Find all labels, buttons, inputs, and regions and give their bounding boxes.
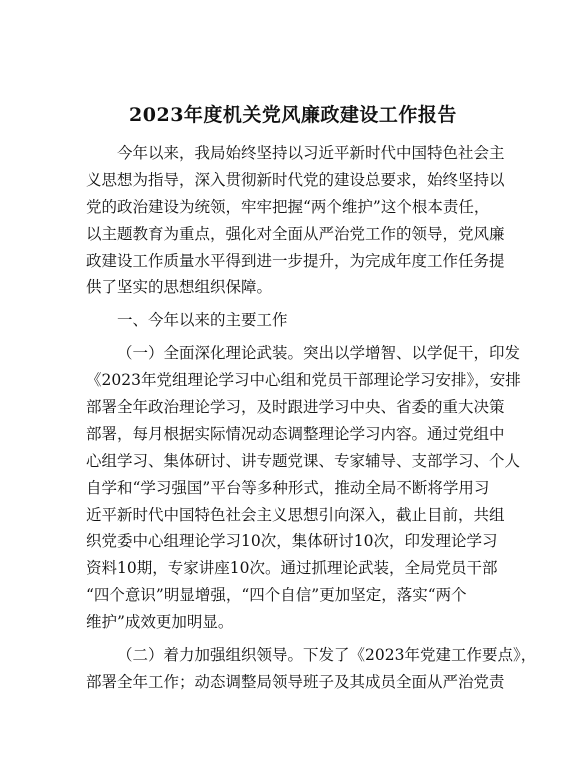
paragraph-3-line-1: （一）全面深化理论武装。突出以学增智、以学促干，印发	[117, 344, 521, 363]
paragraph-3-line-9: 资料10期，专家讲座10次。通过抓理论武装，全局党员干部	[86, 559, 498, 578]
paragraph-3-line-5: 心组学习、集体研讨、讲专题党课、专家辅导、支部学习、个人	[86, 451, 521, 470]
document-title: 2023年度机关党风廉政建设工作报告	[129, 104, 457, 126]
paragraph-1-line-6: 供了坚实的思想组织保障。	[86, 278, 273, 297]
paragraph-3-line-11: 维护”成效更加明显。	[86, 613, 234, 632]
paragraph-1-line-4: 以主题教育为重点，强化对全面从严治党工作的领导，党风廉	[86, 224, 505, 243]
paragraph-1-line-3: 党的政治建设为统领，牢牢把握“两个维护”这个根本责任，	[86, 197, 490, 216]
paragraph-1-line-1: 今年以来，我局始终坚持以习近平新时代中国特色社会主	[117, 144, 505, 162]
paragraph-3-line-6: 自学和“学习强国”平台等多种形式，推动全局不断将学用习	[86, 478, 490, 497]
paragraph-3-line-4: 部署，每月根据实际情况动态调整理论学习内容。通过党组中	[86, 424, 505, 443]
paragraph-4-line-1: （二）着力加强组织领导。下发了《2023年党建工作要点》，	[117, 646, 537, 665]
document-body	[86, 140, 537, 696]
paragraph-3-line-10: “四个意识”明显增强，“四个自信”更加坚定，落实“两个	[86, 586, 467, 605]
paragraph-3-line-8: 织党委中心组理论学习10次，集体研讨10次，印发理论学习	[86, 532, 498, 551]
paragraph-3-line-7: 近平新时代中国特色社会主义思想引向深入，截止目前，共组	[86, 505, 505, 524]
paragraph-1-line-2: 义思想为指导，深入贯彻新时代党的建设总要求，始终坚持以	[86, 170, 505, 189]
paragraph-3-line-3: 部署全年政治理论学习，及时跟进学习中央、省委的重大决策	[86, 398, 505, 417]
section-heading: 一、今年以来的主要工作	[117, 311, 288, 330]
paragraph-4-line-2: 部署全年工作；动态调整局领导班子及其成员全面从严治党责	[86, 672, 505, 691]
paragraph-3-line-2: 《2023年党组理论学习中心组和党员干部理论学习安排》，安排	[86, 371, 521, 390]
paragraph-1-line-5: 政建设工作质量水平得到进一步提升，为完成年度工作任务提	[86, 251, 505, 270]
